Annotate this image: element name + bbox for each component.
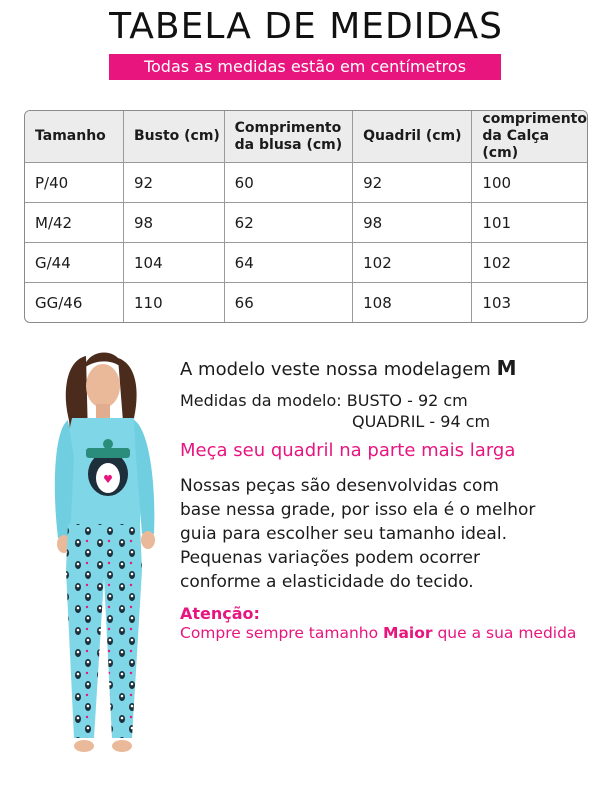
attention-bold: Maior — [383, 624, 433, 642]
model-photo — [28, 338, 178, 758]
table-cell: 102 — [353, 243, 472, 283]
table-row — [25, 283, 587, 322]
column-header: Quadril (cm) — [353, 111, 472, 163]
units-banner: Todas as medidas estão em centímetros — [109, 54, 501, 80]
table-cell: 102 — [472, 243, 587, 283]
size-table — [24, 110, 588, 323]
measures-label: Medidas da modelo: — [180, 391, 342, 410]
column-header: comprimento da Calça (cm) — [472, 111, 587, 163]
table-header-row — [25, 111, 587, 163]
table-cell: 103 — [482, 293, 512, 312]
model-headline-text: A modelo veste nossa modelagem — [180, 359, 491, 380]
table-cell: 62 — [225, 203, 353, 243]
table-cell: GG/46 — [25, 283, 124, 322]
table-cell: 66 — [225, 283, 353, 322]
attention-title: Atenção: — [180, 604, 260, 623]
column-header: Tamanho — [25, 111, 124, 163]
table-cell: 92 — [124, 163, 225, 203]
table-cell: 60 — [225, 163, 353, 203]
table-cell: G/44 — [25, 243, 124, 283]
table-cell: 92 — [353, 163, 472, 203]
table-cell: P/40 — [25, 163, 124, 203]
description-paragraph — [180, 474, 600, 594]
page-title: TABELA DE MEDIDAS — [109, 6, 503, 47]
paragraph-line: base nessa grade, por isso ela é o melhor — [180, 500, 536, 520]
table-row — [25, 163, 587, 203]
attention-note — [180, 624, 576, 642]
table-cell: 100 — [472, 163, 587, 203]
table-cell: 104 — [124, 243, 225, 283]
table-cell: 64 — [225, 243, 353, 283]
column-header: Busto (cm) — [124, 111, 225, 163]
model-headline — [180, 356, 516, 380]
table-cell: 108 — [353, 283, 472, 322]
paragraph-line: Nossas peças são desenvolvidas com — [180, 476, 499, 496]
paragraph-line: Pequenas variações podem ocorrer — [180, 548, 480, 568]
table-cell: 110 — [124, 283, 225, 322]
table-cell: M/42 — [25, 203, 124, 243]
attention-text-end: que a sua medida — [432, 624, 577, 642]
table-cell: 101 — [472, 203, 587, 243]
paragraph-line: conforme a elasticidade do tecido. — [180, 572, 474, 592]
table-row — [25, 243, 587, 283]
table-cell: 98 — [353, 203, 472, 243]
hip-tip: Meça seu quadril na parte mais larga — [180, 440, 516, 461]
model-size: M — [496, 356, 517, 380]
column-header: Comprimento da blusa (cm) — [225, 111, 353, 163]
attention-text: Compre sempre tamanho — [180, 624, 384, 642]
bust-measure: BUSTO - 92 cm — [346, 391, 468, 410]
paragraph-line: guia para escolher seu tamanho ideal. — [180, 524, 507, 544]
model-measures — [180, 390, 490, 432]
hip-measure: QUADRIL - 94 cm — [352, 412, 491, 431]
table-row — [25, 203, 587, 243]
table-cell: 98 — [124, 203, 225, 243]
